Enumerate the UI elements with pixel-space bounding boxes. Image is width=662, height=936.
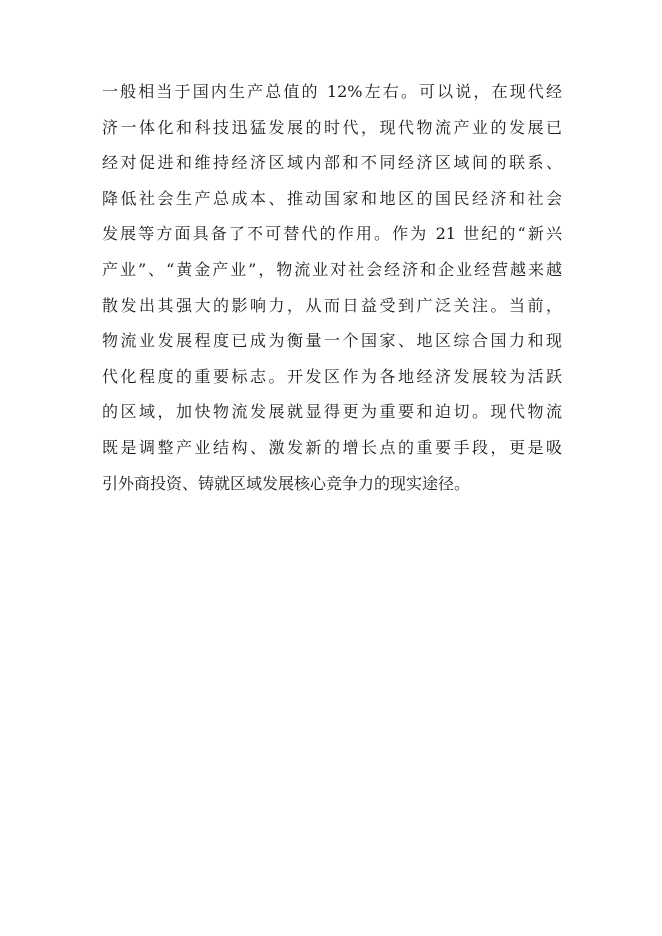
text-line: 一般相当于国内生产总值的 12%左右。可以说，在现代经: [102, 82, 562, 101]
text-line: 降低社会生产总成本、推动国家和地区的国民经济和社会: [102, 188, 562, 208]
text-line: 物流业发展程度已成为衡量一个国家、地区综合国力和现: [102, 331, 562, 351]
text-line: 代化程度的重要标志。开发区作为各地经济发展较为活跃: [102, 366, 562, 386]
text-line: 的区域，加快物流发展就显得更为重要和迫切。现代物流: [102, 402, 562, 422]
text-line: 既是调整产业结构、激发新的增长点的重要手段，更是吸: [102, 437, 562, 457]
text-line: 发展等方面具备了不可替代的作用。作为 21 世纪的“新兴: [102, 224, 562, 244]
body-paragraph: [102, 74, 562, 501]
text-line: 济一体化和科技迅猛发展的时代，现代物流产业的发展已: [102, 117, 562, 137]
text-line: 产业”、“黄金产业”，物流业对社会经济和企业经营越来越: [102, 259, 562, 279]
text-line: 经对促进和维持经济区域内部和不同经济区域间的联系、: [102, 153, 562, 173]
text-line: 引外商投资、铸就区域发展核心竞争力的现实途径。: [102, 473, 471, 493]
text-line: 散发出其强大的影响力，从而日益受到广泛关注。当前，: [102, 295, 562, 315]
